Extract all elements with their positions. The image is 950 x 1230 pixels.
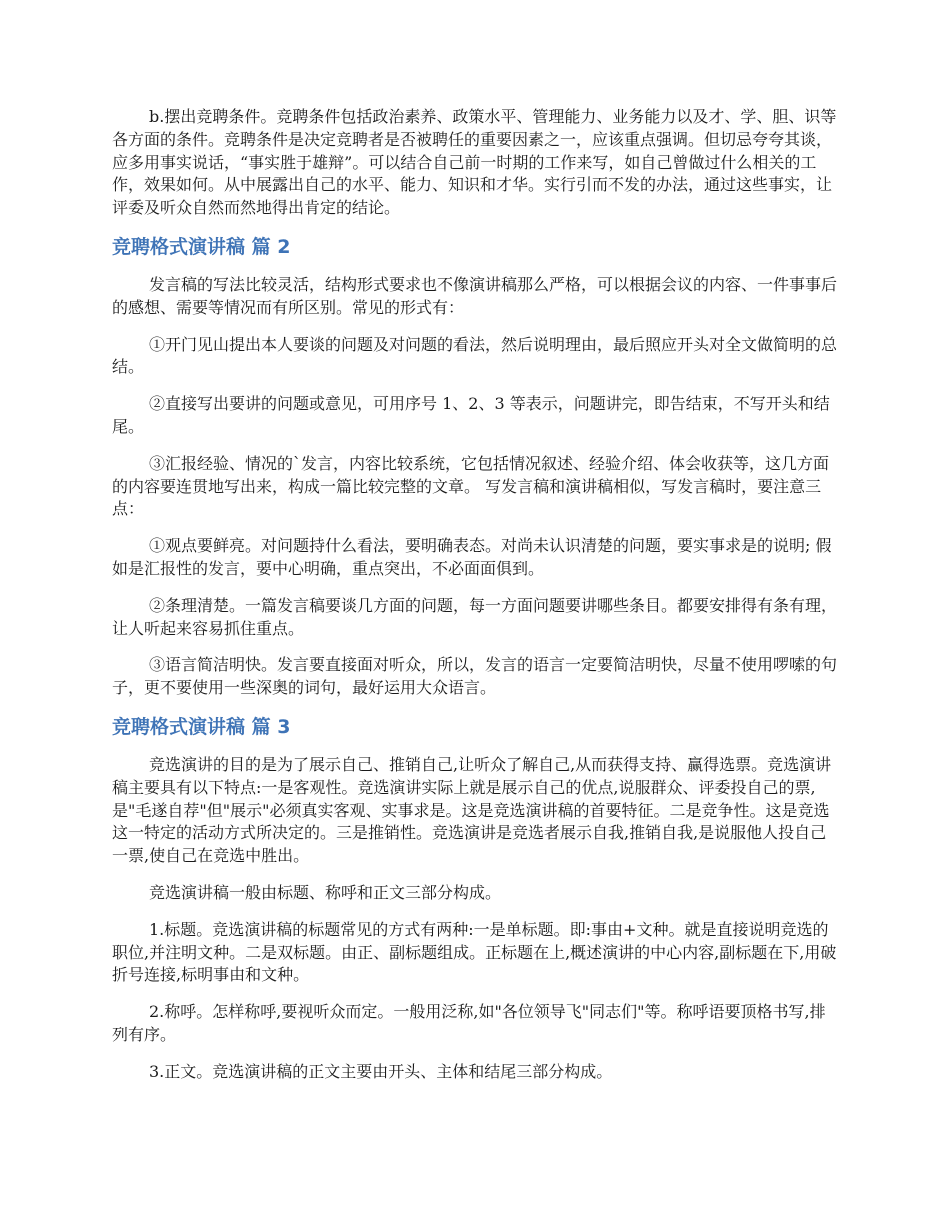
paragraph: 竞选演讲的目的是为了展示自己、推销自己,让听众了解自己,从而获得支持、赢得选票。竞选演讲稿主要具有以下特点:一是客观性。竞选演讲实际上就是展示自己的优点,说服群众、评委投自己的票,是"毛遂自荐"但"展示"必须真实客观、实事求是。这是竞选演讲稿的首要特征。二是竞争性。这是竞选这一特定的活动方式所决定的。三是推销性。竞选演讲是竞选者展示自我,推销自我,是说服他人投自己一票,使自己在竞选中胜出。: [112, 754, 832, 866]
paragraph: 2.称呼。怎样称呼,要视听众而定。一般用泛称,如"各位领导飞"同志们"等。称呼语要顶格书写,排列有序。: [112, 1002, 826, 1044]
paragraph: 发言稿的写法比较灵活，结构形式要求也不像演讲稿那么严格，可以根据会议的内容、一件事事后的感想、需要等情况而有所区别。常见的形式有：: [112, 274, 838, 317]
paragraph: ①开门见山提出本人要谈的问题及对问题的看法，然后说明理由，最后照应开头对全文做简明的总结。: [112, 334, 838, 377]
paragraph: ③汇报经验、情况的`发言，内容比较系统，它包括情况叙述、经验介绍、体会收获等，这几方面的内容要连贯地写出来，构成一篇比较完整的文章。 写发言稿和演讲稿相似，写发言稿时，要注意三点：: [112, 453, 830, 519]
section-heading-3: 竞聘格式演讲稿 篇 3: [112, 715, 291, 738]
paragraph: b.摆出竞聘条件。竞聘条件包括政治素养、政策水平、管理能力、业务能力以及才、学、胆、识等各方面的条件。竞聘条件是决定竞聘者是否被聘任的重要因素之一，应该重点强调。但切忌夸夸其谈，应多用事实说话，“事实胜于雄辩”。可以结合自己前一时期的工作来写，如自己曾做过什么相关的工作，效果如何。从中展露出自己的水平、能力、知识和才华。实行引而不发的办法，通过这些事实，让评委及听众自然而然地得出肯定的结论。: [112, 107, 837, 218]
document-page: [112, 106, 840, 1098]
paragraph: 1.标题。竞选演讲稿的标题常见的方式有两种:一是单标题。即:事由+文种。就是直接说明竞选的职位,并注明文种。二是双标题。由正、副标题组成。正标题在上,概述演讲的中心内容,副标题在下,用破折号连接,标明事由和文种。: [112, 919, 837, 985]
paragraph: ②条理清楚。一篇发言稿要谈几方面的问题，每一方面问题要讲哪些条目。都要安排得有条有理，让人听起来容易抓住重点。: [112, 595, 838, 638]
paragraph: ③语言简洁明快。发言要直接面对听众，所以，发言的语言一定要简洁明快，尽量不使用啰嗦的句子，更不要使用一些深奥的词句，最好运用大众语言。: [112, 655, 838, 698]
paragraph: ②直接写出要讲的问题或意见，可用序号 1、2、3 等表示，问题讲完，即告结束，不写开头和结尾。: [112, 394, 830, 436]
paragraph: 3.正文。竞选演讲稿的正文主要由开头、主体和结尾三部分构成。: [149, 1061, 613, 1081]
paragraph: 竞选演讲稿一般由标题、称呼和正文三部分构成。: [149, 882, 502, 902]
section-heading-2: 竞聘格式演讲稿 篇 2: [112, 235, 291, 258]
paragraph: ①观点要鲜亮。对问题持什么看法，要明确表态。对尚未认识清楚的问题，要实事求是的说明; 假如是汇报性的发言，要中心明确，重点突出，不必面面俱到。: [112, 536, 832, 578]
